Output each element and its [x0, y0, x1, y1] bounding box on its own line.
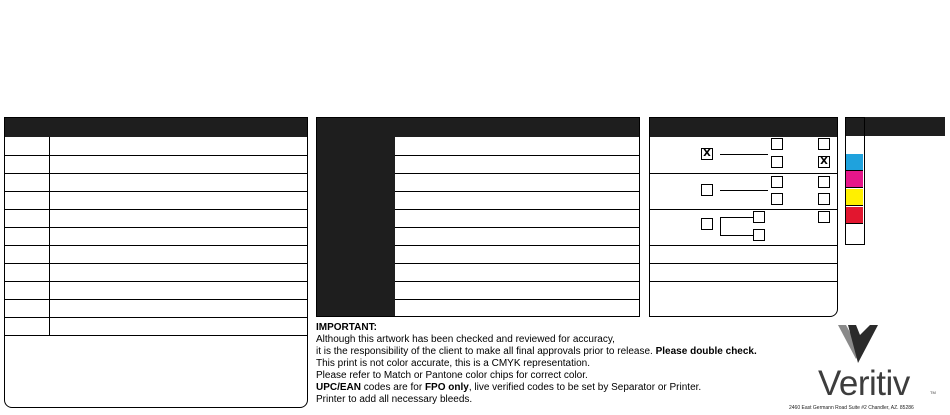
important-notice [316, 322, 786, 406]
swatch-cyan [846, 154, 863, 171]
group-divider [650, 245, 837, 246]
swatch-yellow [846, 189, 863, 206]
option-2b-checkbox[interactable] [818, 176, 830, 188]
connector-line [720, 190, 768, 191]
swatch-red [846, 207, 863, 224]
table-row [5, 281, 307, 300]
table-row [395, 281, 639, 300]
option-2a-checkbox[interactable] [771, 176, 783, 188]
option-1d-checkbox[interactable]: X [818, 156, 830, 168]
table-row [5, 317, 307, 336]
group-divider [650, 209, 837, 210]
option-3c-checkbox[interactable] [753, 229, 765, 241]
option-2-checkbox[interactable] [701, 184, 713, 196]
notice-line: Please refer to Match or Pantone color chips for correct color. [316, 370, 588, 381]
option-3-checkbox[interactable] [701, 218, 713, 230]
notice-line: Although this artwork has been checked and reviewed for accuracy, [316, 334, 615, 345]
table-row [5, 209, 307, 228]
table-row [395, 209, 639, 228]
table-row [5, 263, 307, 282]
group-divider [650, 173, 837, 174]
option-1b-checkbox[interactable] [818, 138, 830, 150]
connector-line [720, 217, 753, 218]
proof-options-panel [649, 117, 838, 317]
row-divider [650, 281, 837, 282]
table-row [395, 137, 639, 156]
option-1-checkbox[interactable]: X [701, 148, 713, 160]
approval-table [316, 117, 640, 317]
revision-table-header [5, 118, 307, 137]
table-row [395, 227, 639, 246]
table-row [5, 191, 307, 210]
connector-line [720, 154, 768, 155]
connector-line [720, 235, 753, 236]
veritiv-wordmark: Veritiv [818, 364, 910, 403]
swatch-white [846, 225, 863, 242]
option-1a-checkbox[interactable] [771, 138, 783, 150]
table-row [5, 155, 307, 174]
notice-line: Printer to add all necessary bleeds. [316, 394, 473, 405]
veritiv-logo-mark [836, 323, 880, 365]
company-address: 2460 East Germann Road Suite #2 Chandler, AZ. 85286 [789, 405, 914, 411]
notice-line: This print is not color accurate, this is a CMYK representation. [316, 358, 591, 369]
color-swatch-panel [845, 117, 945, 245]
option-2c-checkbox[interactable] [771, 193, 783, 205]
option-1c-checkbox[interactable] [771, 156, 783, 168]
table-row [395, 263, 639, 282]
approval-table-label-column [317, 118, 395, 316]
row-divider [650, 263, 837, 264]
table-row [5, 245, 307, 264]
table-row [395, 173, 639, 192]
notice-line: UPC/EAN codes are for FPO only, live verified codes to be set by Separator or Printer. [316, 382, 702, 393]
revision-table [4, 117, 308, 408]
swatch-magenta [846, 171, 863, 188]
table-row [5, 137, 307, 156]
notice-heading: IMPORTANT: [316, 322, 377, 333]
table-row [5, 173, 307, 192]
notice-line: it is the responsibility of the client to make all final approvals prior to release. Please double check. [316, 346, 757, 357]
connector-line [720, 217, 721, 235]
table-row [5, 227, 307, 246]
table-row [5, 299, 307, 318]
option-3b-checkbox[interactable] [818, 211, 830, 223]
table-row [395, 155, 639, 174]
table-row [395, 191, 639, 210]
option-2d-checkbox[interactable] [818, 193, 830, 205]
option-3a-checkbox[interactable] [753, 211, 765, 223]
table-row [395, 245, 639, 264]
proof-options-header [650, 118, 837, 137]
trademark-symbol: TM [930, 390, 936, 395]
